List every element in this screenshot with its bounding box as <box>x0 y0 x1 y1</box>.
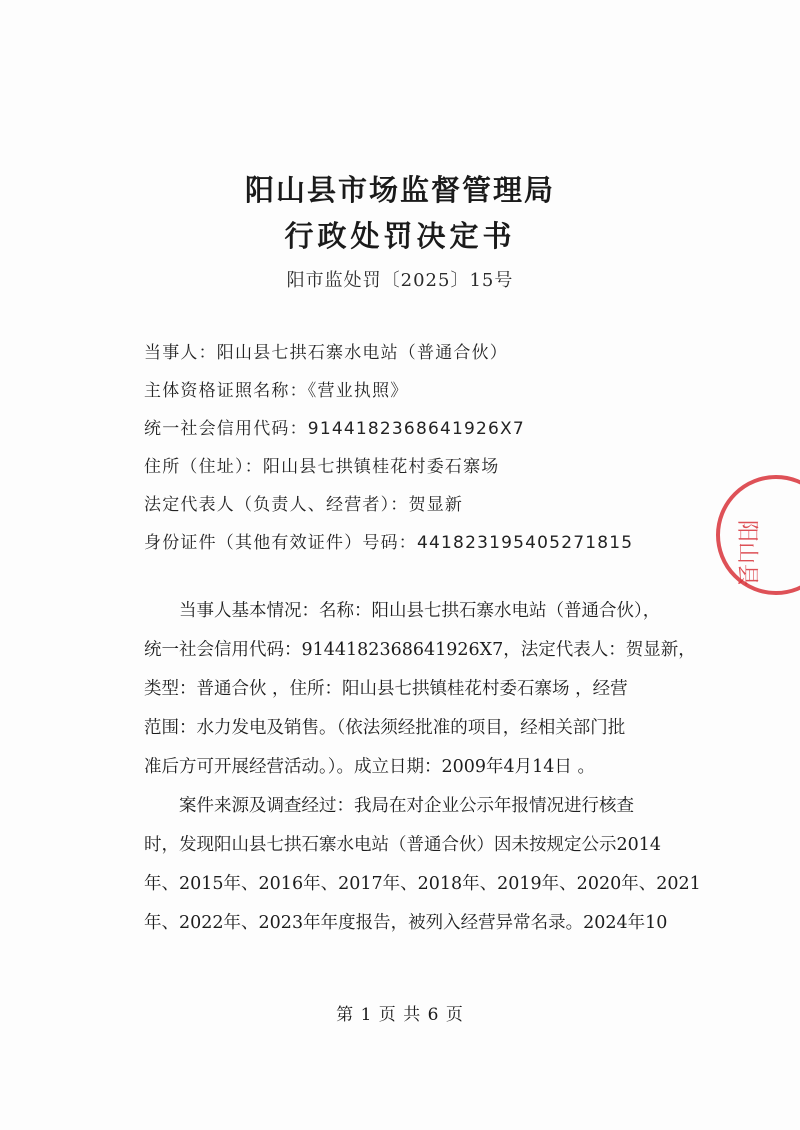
party-line-license: 主体资格证照名称：《营业执照》 <box>144 381 409 401</box>
body-line: 年、2015年、2016年、2017年、2018年、2019年、2020年、2021 <box>144 874 701 894</box>
document-title: 阳山县市场监督管理局 <box>244 173 555 207</box>
body-line: 案件来源及调查经过：我局在对企业公示年报情况进行核查 <box>144 796 634 816</box>
party-line-name: 当事人：阳山县七拱石寨水电站（普通合伙） <box>144 343 508 363</box>
official-seal-icon <box>706 470 800 600</box>
body-line: 当事人基本情况：名称：阳山县七拱石寨水电站（普通合伙）， <box>144 601 661 621</box>
party-line-id-number: 身份证件（其他有效证件）号码：441823195405271815 <box>144 533 634 553</box>
party-line-credit-code: 统一社会信用代码：9144182368641926X7 <box>144 419 525 439</box>
document-number: 阳市监处罚〔2025〕15号 <box>286 270 514 291</box>
party-line-legal-rep: 法定代表人（负责人、经营者）：贺显新 <box>144 495 464 515</box>
body-line: 类型：普通合伙 ，住所：阳山县七拱镇桂花村委石寨场 ，经营 <box>144 679 628 699</box>
page-indicator: 第 1 页 共 6 页 <box>336 1005 464 1025</box>
document-subtitle: 行政处罚决定书 <box>284 219 516 253</box>
body-line: 年、2022年、2023年年度报告，被列入经营异常名录。2024年10 <box>144 913 668 933</box>
body-line: 准后方可开展经营活动。）。成立日期：2009年4月14日 。 <box>144 757 595 777</box>
body-line: 统一社会信用代码：9144182368641926X7，法定代表人：贺显新， <box>144 640 696 660</box>
body-line: 范围：水力发电及销售。（依法须经批准的项目，经相关部门批 <box>144 718 626 738</box>
party-line-address: 住所（住址）：阳山县七拱镇桂花村委石寨场 <box>144 457 500 477</box>
body-line: 时，发现阳山县七拱石寨水电站（普通合伙）因未按规定公示2014 <box>144 835 662 855</box>
svg-text:阳山县: 阳山县 <box>734 520 759 587</box>
